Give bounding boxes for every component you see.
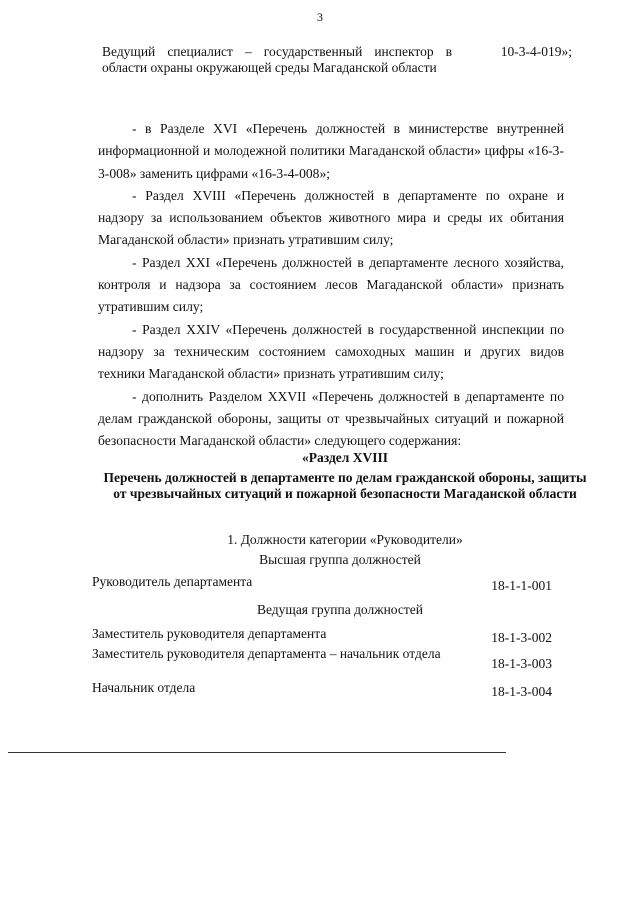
top-entry-code: 10-3-4-019»; [500,44,572,59]
section-title: Перечень должностей в департаменте по делам гражданской обороны, защиты от чрезвычайных ситуаций и пожарной безопасности Магаданской области [103,470,587,501]
category-title: 1. Должности категории «Руководители» [227,532,463,547]
paragraph: - Раздел XXI «Перечень должностей в департаменте лесного хозяйства, контроля и надзора за состоянием лесов Магаданской области» признать утратившим силу; [98,254,564,315]
table-row [92,646,552,671]
table-row [92,680,552,699]
group-title-leading: Ведущая группа должностей [256,602,423,617]
group-title-highest: Высшая группа должностей [259,552,421,567]
table-row [92,626,552,645]
paragraph: - Раздел XXIV «Перечень должностей в государственной инспекции по надзору за техническим состоянием самоходных машин и других видов техники Магаданской области» признать утратившим силу; [98,321,564,382]
position-name: Руководитель департамента [92,574,253,589]
amendments-text [98,118,564,452]
position-name: Заместитель руководителя департамента [92,626,327,641]
table-row [92,574,552,593]
position-code: 18-1-3-002 [491,630,552,645]
position-name: Заместитель руководителя департамента – начальник отдела [92,646,441,661]
top-entry [102,44,572,76]
paragraph: - в Разделе XVI «Перечень должностей в министерстве внутренней информационной и молодежной политики Магаданской области» цифры «16-3-3-008» заменить цифрами «16-3-4-008»; [98,121,564,181]
position-code: 18-1-1-001 [491,578,552,593]
position-code: 18-1-3-003 [491,656,552,671]
footer-divider [8,752,506,753]
position-name: Начальник отдела [92,680,196,695]
position-code: 18-1-3-004 [491,684,552,699]
paragraph: - дополнить Разделом XXVII «Перечень должностей в департаменте по делам гражданской обороны, защиты от чрезвычайных ситуаций и пожарной безопасности Магаданской области» следующего содержания: [98,388,564,449]
section-heading [100,450,590,502]
top-entry-title: Ведущий специалист – государственный инспектор в области охраны окружающей среды Магаданской области [102,44,452,75]
section-number: «Раздел XVIII [302,450,388,465]
paragraph: - Раздел XVIII «Перечень должностей в департаменте по охране и надзору за использованием объектов животного мира и среды их обитания Магаданской области» признать утратившим силу; [98,187,564,248]
page-number: 3 [317,10,323,24]
